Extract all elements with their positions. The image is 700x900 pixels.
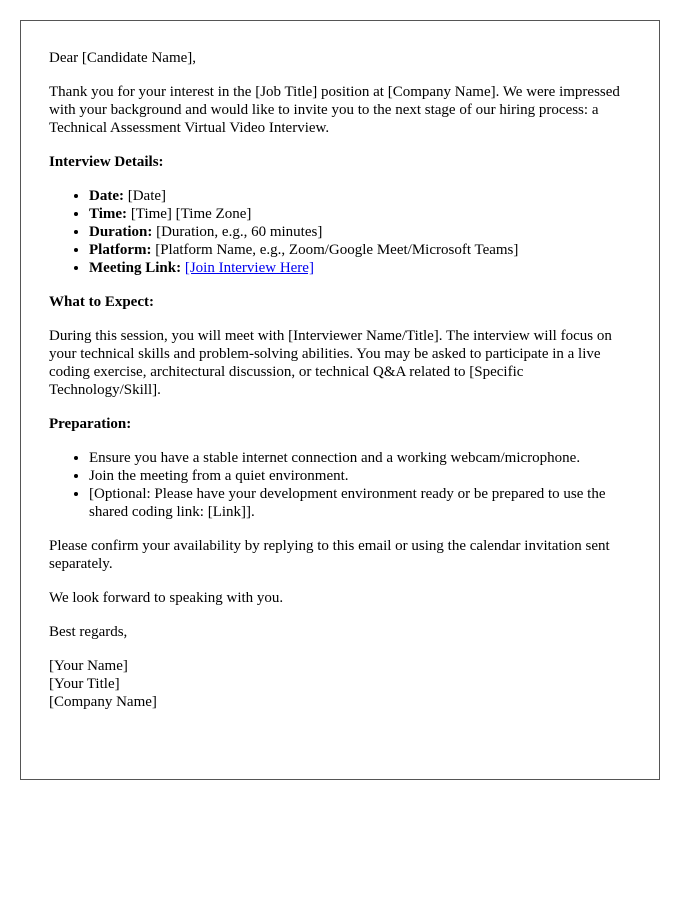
- detail-label: Meeting Link:: [89, 260, 182, 276]
- detail-label: Time:: [89, 206, 128, 222]
- what-to-expect-paragraph: During this session, you will meet with [Interviewer Name/Title]. The interview will focus on your technical skills and problem-solving abilities. You may be asked to participate in a live coding exercise, architectural discussion, or technical Q&A related to [Specific Technology/Skill].: [49, 328, 612, 398]
- detail-value: [Time] [Time Zone]: [127, 206, 252, 222]
- detail-label: Duration:: [89, 224, 153, 240]
- letter-container: [20, 20, 660, 780]
- signature-name: [Your Name]: [49, 658, 128, 674]
- preparation-list: [49, 449, 631, 521]
- preparation-heading: Preparation:: [49, 416, 132, 432]
- interview-details-list: [49, 187, 631, 277]
- signature-block: [49, 657, 631, 711]
- join-interview-link[interactable]: [Join Interview Here]: [184, 260, 314, 276]
- sign-off: Best regards,: [49, 624, 128, 640]
- detail-date: [89, 187, 631, 205]
- signature-company: [Company Name]: [49, 694, 157, 710]
- confirm-paragraph: Please confirm your availability by replying to this email or using the calendar invitation sent separately.: [49, 538, 610, 572]
- closing-line: We look forward to speaking with you.: [49, 590, 284, 606]
- detail-platform: [89, 241, 631, 259]
- preparation-item: • Ensure you have a stable internet connection and a working webcam/microphone.: [89, 449, 631, 467]
- intro-paragraph: Thank you for your interest in the [Job Title] position at [Company Name]. We were impressed with your background and would like to invite you to the next stage of our hiring process: a Technical Assessment Virtual Video Interview.: [49, 84, 620, 136]
- detail-value: [Date]: [123, 188, 167, 204]
- interview-details-heading: Interview Details:: [49, 154, 164, 170]
- detail-value: [Platform Name, e.g., Zoom/Google Meet/Microsoft Teams]: [151, 242, 519, 258]
- detail-meeting-link: [89, 259, 631, 277]
- detail-duration: [89, 223, 631, 241]
- preparation-item: • [Optional: Please have your development environment ready or be prepared to use the shared coding link: [Link]].: [89, 485, 631, 521]
- signature-title: [Your Title]: [49, 676, 120, 692]
- greeting: Dear [Candidate Name],: [49, 50, 197, 66]
- detail-value: [Duration, e.g., 60 minutes]: [152, 224, 323, 240]
- detail-label: Platform:: [89, 242, 152, 258]
- what-to-expect-heading: What to Expect:: [49, 294, 154, 310]
- detail-time: [89, 205, 631, 223]
- detail-label: Date:: [89, 188, 124, 204]
- preparation-item: • Join the meeting from a quiet environment.: [89, 467, 631, 485]
